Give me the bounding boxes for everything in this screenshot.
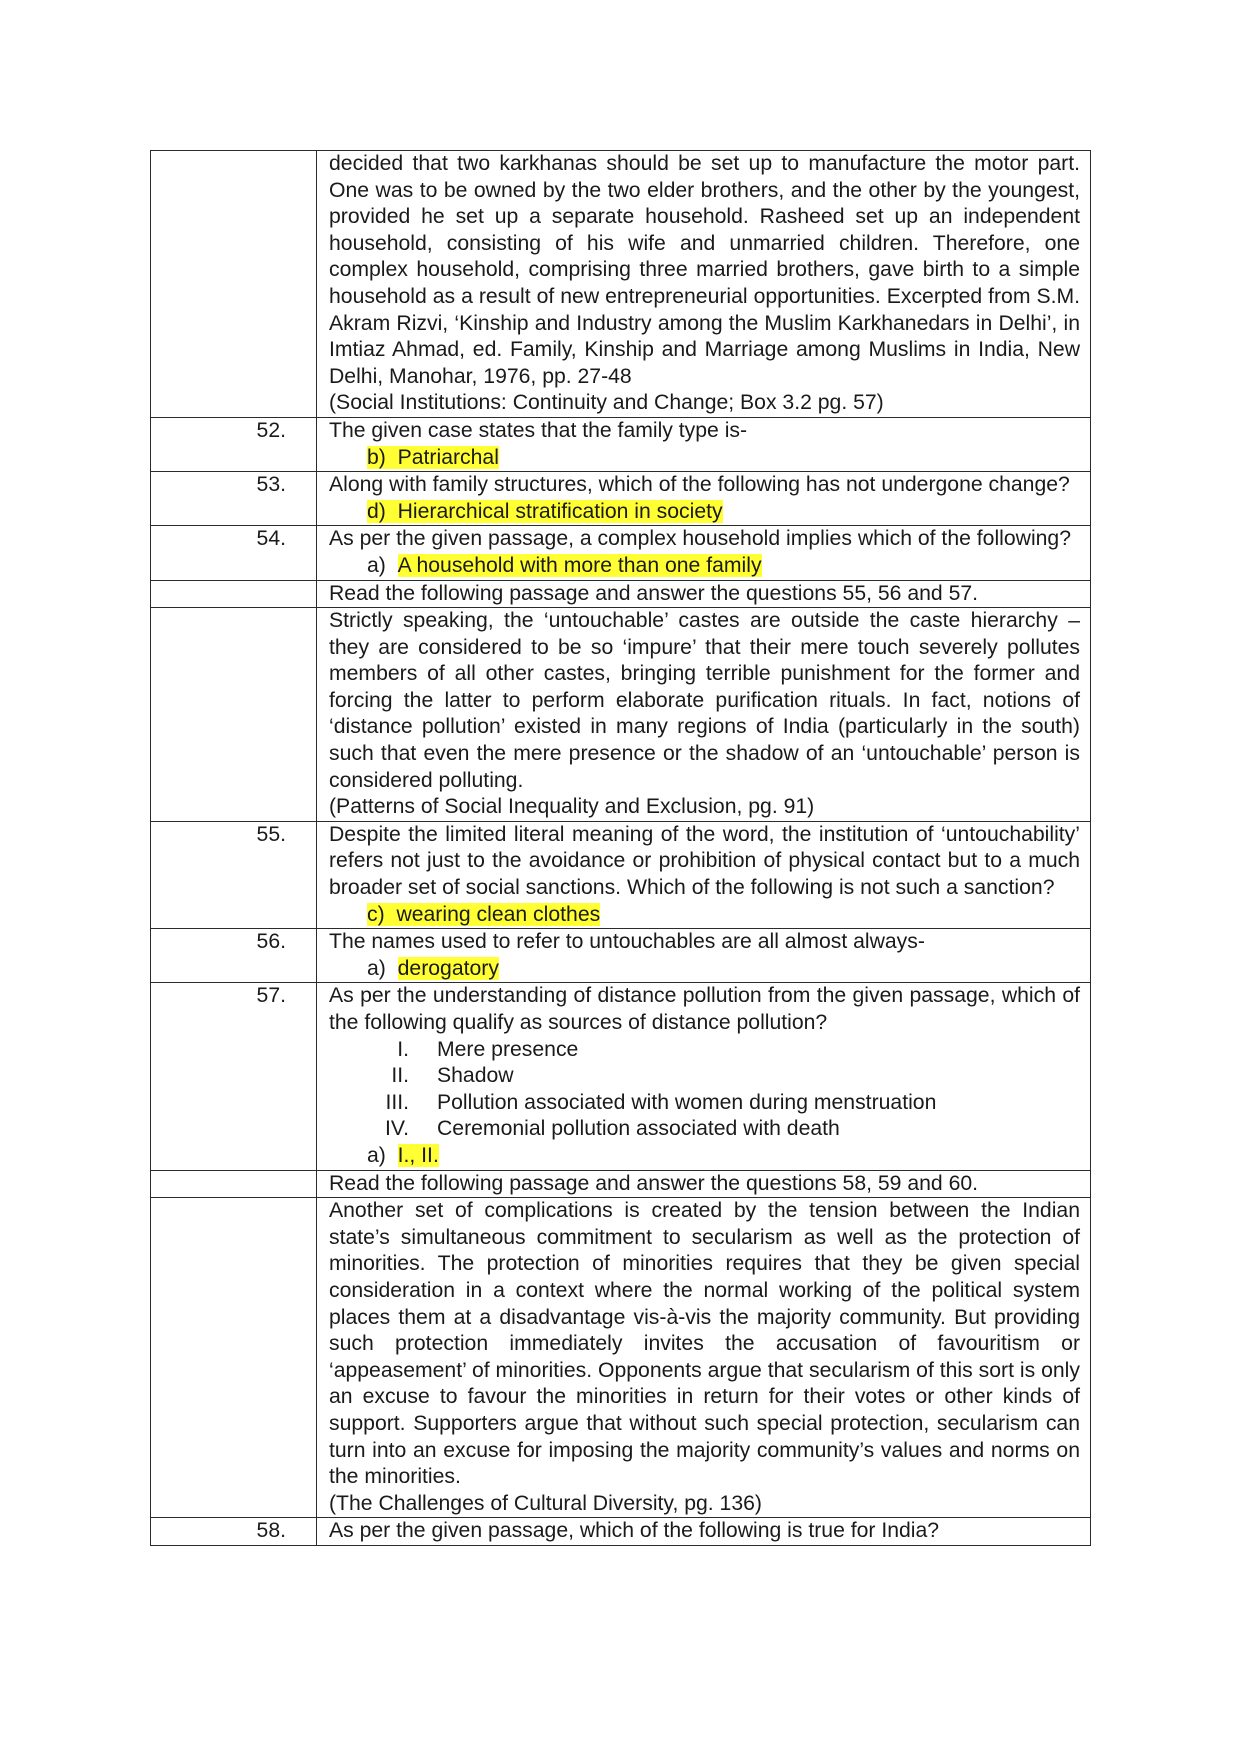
answer-label: c) — [367, 902, 385, 926]
instruction-row — [151, 580, 1091, 608]
question-row-52 — [151, 417, 1091, 471]
passage-source: (Patterns of Social Inequality and Exclusion, pg. 91) — [329, 795, 815, 819]
question-row-58 — [151, 1518, 1091, 1546]
passage-text: Another set of complications is created by the tension between the Indian state’s simultaneous commitment to secularism as well as the protection of minorities. The protection of minorities requires that they be given special consideration in a context where the normal working of the political system places them at a disadvantage vis-à-vis the majority community. But providing such protection immediately invites the accusation of favouritism or ‘appeasement’ of minorities. Opponents argue that secularism of this sort is only an excuse to favour the minorities in return for their votes or other kinds of support. Supporters argue that without such special protection, secularism can turn into an excuse for imposing the majority community’s values and norms on the minorities. — [329, 1199, 1080, 1489]
answer-line — [329, 902, 1080, 929]
passage-source: (The Challenges of Cultural Diversity, pg. 136) — [329, 1491, 762, 1515]
passage-cell — [317, 1198, 1091, 1518]
number-cell — [151, 608, 317, 822]
question-text: Along with family structures, which of the following has not undergone change? — [329, 473, 1070, 497]
question-cell — [317, 983, 1091, 1170]
instruction-text: Read the following passage and answer the questions 55, 56 and 57. — [317, 580, 1091, 608]
question-cell — [317, 417, 1091, 471]
answer-text: derogatory — [397, 956, 499, 980]
passage-row — [151, 608, 1091, 822]
question-text: The given case states that the family type is- — [329, 418, 748, 442]
number-cell — [151, 1170, 317, 1198]
answer-text: Hierarchical stratification in society — [397, 499, 723, 523]
question-table — [150, 150, 1091, 1546]
number-cell — [151, 580, 317, 608]
passage-source: (Social Institutions: Continuity and Change; Box 3.2 pg. 57) — [329, 391, 884, 415]
question-cell — [317, 526, 1091, 580]
question-number: 54. — [151, 526, 317, 580]
question-row-54 — [151, 526, 1091, 580]
answer-line — [329, 445, 1080, 472]
question-row-53 — [151, 472, 1091, 526]
question-cell — [317, 472, 1091, 526]
question-number: 58. — [151, 1518, 317, 1546]
answer-line — [329, 956, 1080, 983]
question-text: As per the understanding of distance pollution from the given passage, which of the following qualify as sources of distance pollution? — [329, 984, 1080, 1034]
instruction-row — [151, 1170, 1091, 1198]
question-number: 52. — [151, 417, 317, 471]
question-text: The names used to refer to untouchables are all almost always- — [329, 930, 925, 954]
number-cell — [151, 1198, 317, 1518]
question-row-56 — [151, 929, 1091, 983]
answer-text: I., II. — [397, 1143, 439, 1167]
question-row-57 — [151, 983, 1091, 1170]
question-cell — [317, 821, 1091, 928]
question-text: As per the given passage, a complex household implies which of the following? — [329, 527, 1071, 551]
answer-text: Patriarchal — [397, 445, 499, 469]
answer-line — [329, 1143, 1080, 1170]
question-number: 56. — [151, 929, 317, 983]
option-item: III. Pollution associated with women during menstruation — [385, 1090, 937, 1114]
answer-label: b) — [367, 445, 386, 469]
answer-label: a) — [367, 1143, 386, 1167]
answer-label: a) — [367, 553, 386, 577]
question-text: As per the given passage, which of the following is true for India? — [317, 1518, 1091, 1546]
question-number: 57. — [151, 983, 317, 1170]
passage-row — [151, 1198, 1091, 1518]
passage-text: decided that two karkhanas should be set up to manufacture the motor part. One was to be owned by the two elder brothers, and the other by the youngest, provided he set up a separate household. Rasheed set up an independent household, consisting of his wife and unmarried children. Therefore, one complex household, comprising three married brothers, gave birth to a simple household as a result of new entrepreneurial opportunities. Excerpted from S.M. Akram Rizvi, ‘Kinship and Industry among the Muslim Karkhanedars in Delhi’, in Imtiaz Ahmad, ed. Family, Kinship and Marriage among Muslims in India, New Delhi, Manohar, 1976, pp. 27-48 — [329, 152, 1080, 388]
number-cell — [151, 151, 317, 418]
answer-line — [329, 499, 1080, 526]
question-text: Despite the limited literal meaning of the word, the institution of ‘untouchability’ refers not just to the avoidance or prohibition of physical contact but to a much broader set of social sanctions. Which of the following is not such a sanction? — [329, 822, 1080, 900]
passage-text: Strictly speaking, the ‘untouchable’ castes are outside the caste hierarchy – they are considered to be so ‘impure’ that their mere touch severely pollutes members of all other castes, bringing terrible punishment for the former and forcing the latter to perform elaborate purification rituals. In fact, notions of ‘distance pollution’ existed in many regions of India (particularly in the south) such that even the mere presence or the shadow of an ‘untouchable’ person is considered polluting. — [329, 609, 1080, 792]
option-item: IV. Ceremonial pollution associated with death — [385, 1117, 840, 1141]
passage-cell — [317, 151, 1091, 418]
answer-text: wearing clean clothes — [396, 902, 601, 926]
question-row-55 — [151, 821, 1091, 928]
question-cell — [317, 929, 1091, 983]
answer-line — [329, 553, 1080, 580]
passage-row — [151, 151, 1091, 418]
answer-label: a) — [367, 956, 386, 980]
instruction-text: Read the following passage and answer the questions 58, 59 and 60. — [317, 1170, 1091, 1198]
option-item: I. Mere presence — [397, 1037, 579, 1061]
question-number: 53. — [151, 472, 317, 526]
answer-label: d) — [367, 499, 386, 523]
option-item: II. Shadow — [391, 1064, 514, 1088]
answer-text: A household with more than one family — [397, 553, 762, 577]
question-number: 55. — [151, 821, 317, 928]
passage-cell — [317, 608, 1091, 822]
